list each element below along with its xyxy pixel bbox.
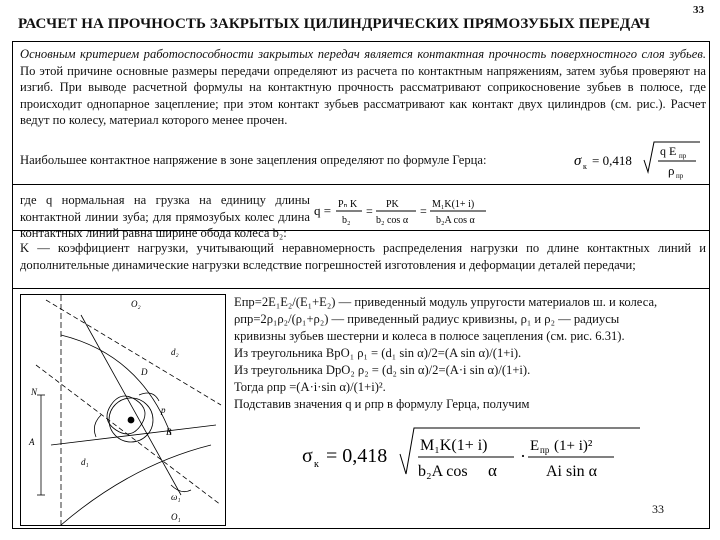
svg-text:B: B [166, 427, 172, 437]
load-formula [312, 193, 488, 229]
svg-text:O₂: O₂ [131, 299, 141, 309]
page-number: 33 [652, 502, 664, 516]
svg-text:PK: PK [386, 199, 399, 210]
intro-rest: По этой причине основные размеры передачи определяют из расчета по контактным напряжениям, затем зубья проверяют на изгиб. При выводе расчетной формулы на контактную прочность рассматривают соприкосновение зубьев в полюсе, где происходит однопарное зацепление; при этом контакт зубьев рассматривают как контакт двух цилиндров (см. рис.). Расчет ведут по колесу, материал которого менее прочен. [20, 63, 706, 127]
svg-text:b₂ cos α: b₂ cos α [376, 215, 409, 226]
svg-text:α: α [488, 461, 497, 480]
svg-text:к: к [314, 459, 319, 470]
paragraph-intro [20, 46, 706, 129]
gear-contact-diagram [20, 294, 226, 526]
svg-text:пр: пр [676, 172, 684, 180]
text-line: Тогда ρпр =(A·i·sin α)/(1+i)². [234, 380, 386, 394]
svg-text:пр: пр [540, 445, 550, 455]
svg-text:b₂: b₂ [342, 215, 351, 226]
page-number-top: 33 [693, 4, 704, 16]
svg-text:Pₙ K: Pₙ K [338, 199, 358, 210]
svg-text:σ: σ [574, 153, 582, 169]
right-text-block [234, 294, 704, 413]
gear-mesh-drawing [21, 295, 225, 525]
paragraph-hertz: Наибольшее контактное напряжение в зоне зацепления определяют по формуле Герца: [20, 153, 487, 167]
intro-italic: Основным критерием работоспособности закрытых передач является контактная прочность поверхностного слоя зубьев. [20, 47, 706, 61]
text-line: Eпр=2E₁E₂/(E₁+E₂) — приведенный модуль упругости материалов ш. и колеса, [234, 295, 658, 309]
svg-text:E: E [530, 438, 540, 454]
svg-text:Ai sin α: Ai sin α [546, 463, 598, 480]
svg-text:=: = [366, 204, 373, 218]
svg-text:p: p [161, 405, 166, 415]
text-line: ρпр=2ρ₁ρ₂/(ρ₁+ρ₂) — приведенный радиус кривизны, ρ₁ и ρ₂ — радиусы [234, 312, 620, 326]
paragraph-q-definition: где q нормальная на грузка на единицу длины контактной линии зуба; для прямозубых колес длина контактных линий равна ширине обода колеса b₂: [20, 193, 310, 240]
slide-page [12, 4, 712, 530]
text-line: кривизны зубьев шестерни и колеса в полюсе зацепления (см. рис. 6.31). [234, 329, 625, 343]
svg-text:D: D [141, 367, 148, 377]
svg-text:M₁K(1+ i): M₁K(1+ i) [420, 437, 488, 454]
svg-text:пр: пр [679, 152, 687, 160]
text-line: Из треугольника DpO₂ ρ₂ = (d₂ sin α)/2=(A·i sin α)/(1+i). [234, 363, 531, 377]
svg-text:d₂: d₂ [171, 347, 179, 357]
svg-text:q =: q = [314, 203, 332, 218]
svg-text:ρ: ρ [668, 163, 675, 178]
svg-text:O₁: O₁ [171, 512, 181, 522]
svg-text:·: · [520, 446, 526, 466]
text-line: Из треугольника BpO₁ ρ₁ = (d₁ sin α)/2=(A sin α)/(1+i). [234, 346, 522, 360]
svg-text:N: N [31, 387, 38, 397]
hertz-formula [572, 138, 702, 182]
svg-text:b₂A cos: b₂A cos [418, 463, 468, 480]
divider [13, 288, 709, 289]
svg-text:= 0,418: = 0,418 [326, 445, 388, 467]
svg-text:M₁K(1+ i): M₁K(1+ i) [432, 199, 475, 210]
svg-text:ω₁: ω₁ [171, 492, 181, 502]
svg-text:= 0,418: = 0,418 [592, 153, 632, 168]
svg-text:=: = [420, 204, 427, 218]
page-title: РАСЧЕТ НА ПРОЧНОСТЬ ЗАКРЫТЫХ ЦИЛИНДРИЧЕСКИХ ПРЯМОЗУБЫХ ПЕРЕДАЧ [18, 16, 651, 32]
final-formula [302, 424, 642, 486]
text-line: Подставив значения q и ρпр в формулу Герца, получим [234, 397, 530, 411]
svg-text:d₁: d₁ [81, 457, 89, 467]
svg-text:σ: σ [302, 445, 313, 467]
divider [13, 184, 709, 185]
svg-text:к: к [583, 162, 587, 171]
svg-text:b₂A cos α: b₂A cos α [436, 215, 475, 226]
paragraph-k-definition: K — коэффициент нагрузки, учитывающий неравномерность распределения нагрузки по длине контактных линий и дополнительные динамические нагрузки вследствие погрешностей изготовления и деформации деталей передачи; [20, 241, 706, 272]
svg-text:A: A [29, 437, 35, 447]
svg-text:q E: q E [660, 144, 677, 158]
svg-text:(1+ i)²: (1+ i)² [554, 438, 593, 454]
